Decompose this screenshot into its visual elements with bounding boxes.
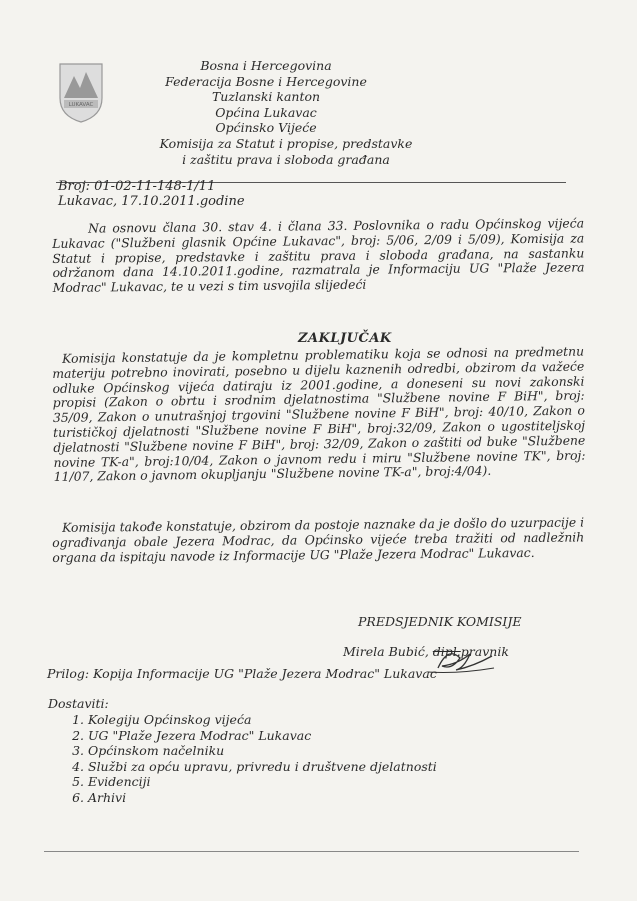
- document-title: ZAKLJUČAK: [298, 331, 392, 346]
- letterhead: [116, 58, 416, 167]
- signatory-profession: pravnik: [460, 644, 509, 659]
- list-item-text: Službi za opću upravu, privredu i društvene djelatnosti: [88, 758, 437, 774]
- reference-block: [58, 179, 245, 209]
- list-item: [58, 743, 437, 759]
- footer-divider: [44, 851, 579, 852]
- list-item-text: UG "Plaže Jezera Modrac" Lukavac: [88, 727, 312, 743]
- letterhead-line: Federacija Bosne i Hercegovine: [165, 73, 367, 89]
- list-item-number: 2.: [72, 727, 84, 743]
- list-item: [58, 712, 437, 728]
- conclusion-paragraph-1: Komisija konstatuje da je kompletnu problematiku koja se odnosi na predmetnu materiju potrebno inovirati, posebno u dijelu kaznenih odredbi, obzirom da važeće odluke Općinskog vijeća datiraju iz 2001.godine, a doneseni su novi zakonski propisi (Zakon o obrtu i srodnim djelatnostima "Službene novine F BiH", broj: 35/09, Zakon o unutrašnjoj trgovini "Službene novine F BiH", broj: 40/10, Zakon o turističkoj djelatnosti "Službene novine F BiH", broj:32/09, Zakon o ugostiteljskoj djelatnosti "Službene novine F BiH", broj: 32/09, Zakon o zaštiti od buke "Službene novine TK-a", broj:10/04, Zakon o javnom redu i miru "Službene novine TK", broj: 11/07, Zakon o javnom okupljanju "Službene novine TK-a", broj:4/04).: [52, 343, 586, 485]
- distribution-list: [58, 712, 437, 806]
- signatory-name-text: Mirela Bubić,: [343, 644, 429, 659]
- list-item: [58, 728, 437, 744]
- list-item-number: 5.: [72, 774, 84, 790]
- list-item: [58, 759, 437, 775]
- letterhead-line: Bosna i Hercegovina: [200, 58, 332, 73]
- list-item-number: 1.: [72, 712, 84, 727]
- conclusion-paragraph-2: Komisija takođe konstatuje, obzirom da postoje naznake da je došlo do uzurpacije i ograđivanja obale Jezera Modrac, da Općinsko vijeće treba tražiti od nadležnih organa da ispitaju navode iz Informacije UG "Plaže Jezera Modrac" Lukavac.: [52, 514, 585, 565]
- list-item: [58, 774, 437, 790]
- list-item-number: 6.: [72, 789, 84, 805]
- list-item-text: Kolegiju Općinskog vijeća: [88, 712, 252, 727]
- letterhead-line: Komisija za Statut i propise, predstavke: [159, 135, 413, 151]
- letterhead-line: Općina Lukavac: [215, 104, 317, 120]
- signatory-title: PREDSJEDNIK KOMISIJE: [358, 614, 522, 629]
- list-item-text: Arhivi: [88, 789, 127, 805]
- intro-paragraph: Na osnovu člana 30. stav 4. i člana 33. Poslovnika o radu Općinskog vijeća Lukavac ("Službeni glasnik Općine Lukavac", broj: 5/06, 2/09 i 5/09), Komisija za Statut i propise, predstavke i zaštitu prava i sloboda građana, na sastanku održanom dana 14.10.2011.godine, razmatrala je Informaciju UG "Plaže Jezera Modrac" Lukavac, te u vezi s tim usvojila slijedeći: [52, 215, 585, 296]
- municipality-logo: [56, 58, 106, 124]
- list-item-number: 4.: [72, 758, 84, 774]
- list-item: [58, 790, 437, 806]
- letterhead-line: i zaštitu prava i sloboda građana: [182, 151, 390, 167]
- attachment-line: Prilog: Kopija Informacije UG "Plaže Jezera Modrac" Lukavac: [47, 666, 437, 681]
- distribution-label: Dostaviti:: [48, 696, 109, 711]
- list-item-text: Općinskom načelniku: [88, 743, 225, 759]
- reference-date: Lukavac, 17.10.2011.godine: [58, 194, 245, 209]
- letterhead-line: Tuzlanski kanton: [211, 89, 321, 105]
- list-item-text: Evidenciji: [88, 774, 151, 790]
- reference-number: Broj: 01-02-11-148-1/11: [58, 179, 216, 194]
- signatory-struck-title: dipl.: [432, 644, 461, 659]
- list-item-number: 3.: [72, 743, 84, 759]
- letterhead-line: Općinsko Vijeće: [215, 120, 317, 136]
- svg-text:LUKAVAC: LUKAVAC: [68, 102, 94, 108]
